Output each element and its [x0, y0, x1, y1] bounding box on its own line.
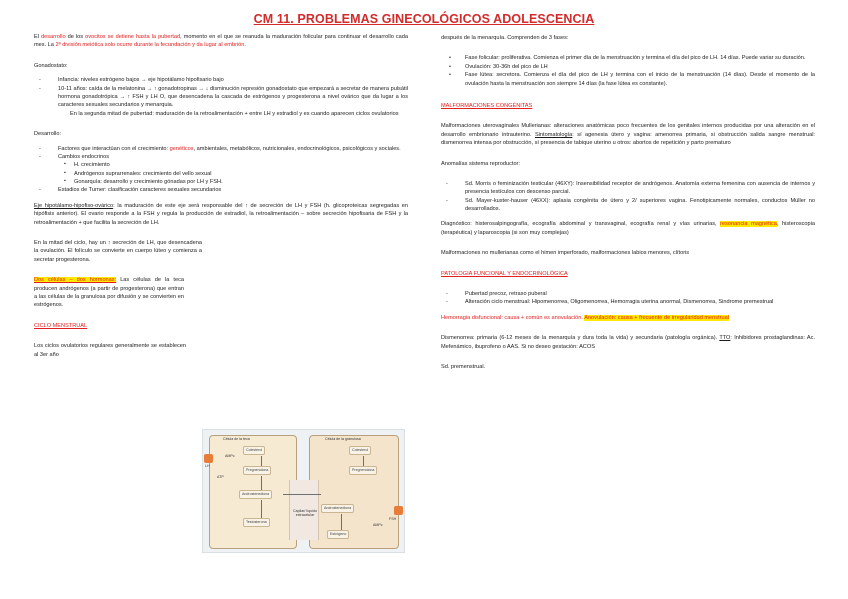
anomalias-list [441, 180, 815, 214]
mitad-paragraph: En la mitad del ciclo, hay un ↑ secreción de LH, que desencadena la ovulación. El folículo se convierte en cuerpo lúteo y comienza a secretar progesterona. [34, 240, 202, 263]
list-item: ▪ Gonarquía: desarrollo y crecimiento gónadas por LH y FSH. [34, 178, 408, 186]
gonadostato-label: Gonadostato: [34, 62, 68, 69]
granulosa-label: Célula de la granulosa [325, 437, 361, 441]
cholesterol-2: Colesterol [349, 446, 371, 455]
diagnostico-paragraph: Diagnóstico: histerosalpingografía, ecografía abdominal y transvaginal, ecografía renal y vías urinarias, resonancia magnética, histeroscopia (terapéutica) y laparoscopia (si son muy complejas) [441, 221, 815, 236]
lh-receptor [204, 454, 213, 463]
gonadostato-sub: En la segunda mitad de pubertad: maduración de la retroalimentación + entre LH y estradiol y es cuando aparecen ciclos ovulatorios [70, 110, 399, 117]
atp-label: ATP [217, 475, 224, 479]
androstenedione-1: Androstenediona [239, 490, 272, 499]
list-item: - Infancia: niveles estrógeno bajos → eje hipotálamo hipofisario bajo [34, 76, 408, 84]
camp-label-2: AMPc [373, 523, 383, 527]
list-item: • Fase folicular: proliferativa. Comienza el primer día de la menstruación y termina el día del pico de LH. 14 días. Puede variar su duración. [441, 54, 815, 62]
arrow [341, 514, 342, 530]
arrow [363, 456, 364, 466]
intro-paragraph: El desarrollo de los ovocitos se detiene hasta la pubertad, momento en el que se reanuda la maduración folicular para continuar el desarrollo cada mes. La 2ª división meiótica solo ocurre durante la fecundación y da lugar al embrión. [34, 34, 408, 49]
eje-paragraph: Eje hipotálamo-hipofiso-ovárico: la maduración de este eje será responsable del ↑ de secreción de LH y FSH (h. glicoproteicas segregadas en hipófisis anterior). El ovario responde a la FSH y regula la producción de estradiol, la retroalimentación – sobre secreción hipofisaria de FSH y la retroalimentación + que facilita la secreción de LH. [34, 202, 409, 226]
androstenedione-2: Androstenediona [321, 504, 354, 513]
list-item: • Fase lútea: secretora. Comienza el día del pico de LH y termina con el inicio de la menstruación (14 días). Desde el momento de la ovulación hasta la menstruación son siempre 14 días (la fase lútea es constante). [441, 71, 815, 88]
capillary-label: Capilar/ líquido extracelular [293, 509, 317, 517]
estrogen: Estrógeno [327, 530, 349, 539]
list-item: - Alteración ciclo menstrual: Hipomenorrea, Oligomenorrea, Hemorragia uterina anormal, Dismenorrea, Sindrome premestrual [441, 298, 815, 306]
desarrollo-list [34, 145, 408, 162]
fsh-label: FSH [389, 517, 397, 521]
list-item: - Estadios de Turner: clasificación caracteres sexuales secundarios [34, 186, 408, 194]
camp-label: AMPc [225, 454, 235, 458]
pregnenolone-2: Pregnenolona [349, 466, 377, 475]
patologia-heading: PATOLOGIA FUNCIONAL Y ENDOCRINOLÓGICA [441, 270, 568, 277]
malformaciones-heading: MALFORMACIONES CONGÉNITAS [441, 102, 533, 109]
list-item: - Cambios endocrinos [34, 153, 408, 161]
sd-premenstrual: Sd. premenstrual. [441, 363, 486, 370]
arrow [261, 476, 262, 490]
list-item: - 10-11 años: caída de la melatonina → ↑ gonadotropinas → ↓ disminución represión gonadostato que empezará a secretar de manera pulsátil hormona gonadotrópica → ↑ FSH y LH O, que desencadena la cascada de estrógenos y progesterona a nivel ovárico que da lugar a los caracteres sexuales secundarios y menarquia. [34, 85, 408, 110]
cambios-list [34, 161, 408, 186]
dismenorrea-paragraph: Dismenorrea: primaria (6-12 meses de la menarquía y dura toda la vida) y secundaria (patología orgánica). TTO: Inhibidores prostaglandinas: Ac. Mefenámico, ibuprofeno o AAS. Si no deseo gestación: ACOS [441, 335, 815, 350]
no-mullerianas-paragraph: Malformaciones no mullerianas como el himen imperforado, malformaciones labios menores, clítoris [441, 250, 690, 257]
hemorragia-paragraph: Hemorragia disfuncional: causa + común es anovulación. Anovulación: causa + frecuente de irregularidad menstrual [441, 314, 729, 321]
list-item: - Sd. Mayer-kuster-hauser (46XX): aplasia congénita de útero y 2/ superiores vagina. Fenotipicamente normales, conductos Müller no desarrollados. [441, 197, 815, 214]
list-item: ▪ Andrógenos suprarrenales: crecimiento del vello sexual [34, 170, 408, 178]
list-item: ▪ H. crecimiento [34, 161, 408, 169]
theca-label: Célula de la teca [223, 437, 250, 441]
list-item: • Ovulación: 30-36h del pico de LH [441, 63, 815, 71]
right-column [441, 34, 815, 377]
fases-list [441, 54, 815, 88]
ciclo-paragraph: Los ciclos ovulatorios regulares generalmente se establecen al 3er año [34, 343, 186, 358]
cont-paragraph: después de la menarquía. Comprenden de 3 fases: [441, 35, 569, 41]
ciclo-heading: CICLO MENSTRUAL [34, 322, 88, 329]
arrow [283, 494, 321, 495]
arrow [261, 500, 262, 518]
gonadostato-list [34, 76, 408, 110]
cholesterol-1: Colesterol [243, 446, 265, 455]
list-item: - Sd. Morris o feminización testicular (46XY): Insensibilidad receptor de andrógenos. Anatomía externa femenina con ausencia de internos y presencia testículos con descenso parcial. [441, 180, 815, 197]
pregnenolone-1: Pregnenolona [243, 466, 271, 475]
left-column [34, 33, 408, 365]
patologia-list [441, 290, 815, 307]
arrow [261, 456, 262, 466]
two-cell-figure [202, 429, 405, 553]
fsh-receptor [394, 506, 403, 515]
dos-celulas-paragraph: Dos células – dos hormonas: Las células de la teca producen andrógenos (a partir de progesterona) que entran a las células de la granulosa por difusión y se convierten en estrógenos. [34, 277, 184, 309]
anomalias-label: Anomalías sistema reproductor: [441, 160, 520, 167]
testosterone: Testosterona [243, 518, 270, 527]
list-item: - Factores que interactúan con el crecimiento: genéticos, ambientales, metabólicos, nutricionales, endocrinológicos, psicológicos y sociales. [34, 145, 408, 153]
tanner-list [34, 186, 408, 194]
lh-label: LH [205, 464, 210, 468]
desarrollo-label: Desarrollo: [34, 131, 62, 138]
malformaciones-paragraph: Malformaciones uterovaginales Mullerianas: alteraciones anatómicas poco frecuentes de los genitales internos producidas por una alteración en el desarrollo embrionario intrauterino. Sintomatología: sí agenesia útero y vagina: amenorrea primaria, si obstrucción salida sangre menstrual: dismenorrea intensa por obstrucción, sí presencia de tabique uterino u otros: abortos de repetición y parto prematuro [441, 123, 815, 147]
page-title: CM 11. PROBLEMAS GINECOLÓGICOS ADOLESCENCIA [253, 12, 595, 26]
list-item: - Pubertad precoz, retraso puberal [441, 290, 815, 298]
